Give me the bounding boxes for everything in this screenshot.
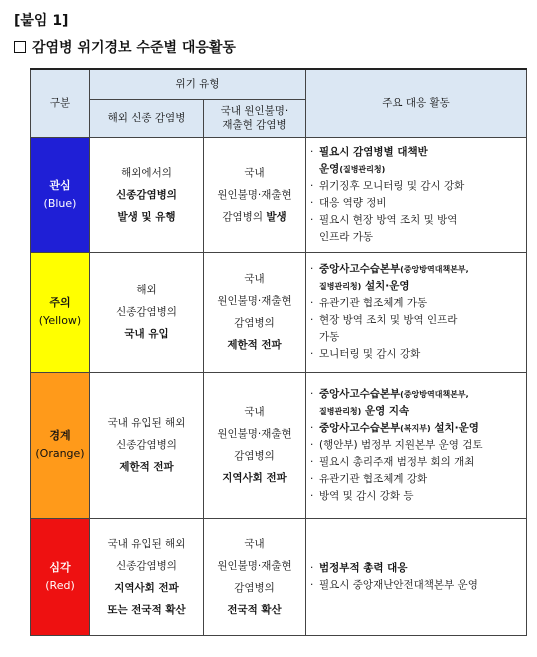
actions-cell — [306, 137, 527, 252]
action-item — [310, 295, 522, 312]
action-continuation — [310, 329, 522, 346]
action-tail-text: 설치·운영 — [434, 421, 479, 434]
domestic-line-part: 감염병의 — [222, 210, 267, 223]
action-main-text: 필요시 감염병별 대책반 — [319, 145, 428, 158]
level-color-name: (Orange) — [35, 447, 85, 460]
overseas-line: 국내 유입된 해외 — [107, 537, 186, 550]
action-tail-text: 운영 지속 — [364, 404, 410, 417]
overseas-type-cell — [90, 372, 204, 518]
domestic-type-cell — [204, 252, 306, 372]
action-main-text: 유관기관 협조체계 강화 — [319, 472, 428, 485]
action-main-text: 중앙사고수습본부 — [319, 387, 401, 400]
action-item — [310, 420, 522, 437]
level-row-red — [31, 518, 527, 635]
level-name: 주의 — [49, 296, 71, 309]
overseas-line: 신종감염병의 — [116, 559, 177, 572]
overseas-line: 신종감염병의 — [116, 306, 177, 318]
action-continuation — [310, 229, 522, 246]
action-text — [319, 261, 469, 278]
header-crisis-type: 위기 유형 — [90, 69, 306, 99]
actions-cell — [306, 252, 527, 372]
level-name: 관심 — [49, 178, 71, 192]
domestic-line: 원인불명·재출현 — [217, 428, 292, 440]
domestic-line: 원인불명·재출현 — [217, 559, 292, 572]
overseas-line: 해외에서의 — [121, 166, 172, 179]
bullet-mark: · — [310, 348, 314, 360]
action-item — [310, 312, 522, 329]
action-item — [310, 577, 522, 594]
bullet-mark: · — [310, 213, 314, 226]
overseas-type-cell — [90, 137, 204, 252]
level-row-yellow — [31, 252, 527, 372]
action-continuation — [310, 278, 522, 295]
overseas-line: 신종감염병의 — [116, 439, 177, 451]
overseas-line: 국내 유입 — [124, 328, 169, 340]
bullet-mark: · — [310, 421, 314, 434]
overseas-line: 국내 유입된 해외 — [107, 417, 186, 429]
action-note: (복지부) — [400, 423, 431, 433]
overseas-line: 지역사회 전파 — [114, 581, 179, 594]
bullet-mark: · — [310, 263, 314, 275]
domestic-line: 제한적 전파 — [227, 339, 282, 351]
action-tail-text: 설치·운영 — [364, 280, 410, 292]
domestic-type-cell — [204, 372, 306, 518]
level-cell-orange — [31, 372, 90, 518]
action-main-text: 중앙사고수습본부 — [319, 421, 401, 434]
domestic-line: 국내 — [244, 166, 265, 179]
action-item — [310, 560, 522, 577]
level-cell-red — [31, 518, 90, 635]
heading-text: 감염병 위기경보 수준별 대응활동 — [32, 40, 236, 56]
bullet-mark: · — [310, 489, 314, 502]
bullet-mark: · — [310, 472, 314, 485]
actions-cell — [306, 518, 527, 635]
action-text — [319, 212, 457, 229]
action-item — [310, 346, 522, 363]
domestic-line: 원인불명·재출현 — [217, 188, 292, 201]
header-category: 구분 — [31, 69, 90, 137]
alert-level-table — [30, 68, 527, 636]
overseas-type-cell — [90, 252, 204, 372]
bullet-mark: · — [310, 438, 314, 451]
domestic-type-cell — [204, 518, 306, 635]
action-item — [310, 195, 522, 212]
action-main-text: (행안부) 범정부 지원본부 운영 검토 — [319, 438, 483, 451]
action-text — [319, 471, 427, 488]
domestic-line: 감염병의 — [234, 581, 275, 594]
action-item — [310, 454, 522, 471]
level-color-name: (Blue) — [43, 196, 77, 210]
action-text — [319, 437, 483, 454]
overseas-line: 또는 전국적 확산 — [107, 603, 186, 616]
action-item — [310, 144, 522, 161]
action-continuation — [310, 403, 522, 420]
action-main-text: 위기징후 모니터링 및 감시 강화 — [319, 179, 465, 192]
action-text — [319, 195, 387, 212]
header-main-actions: 주요 대응 활동 — [306, 69, 527, 137]
attachment-label: [붙임 1] — [14, 13, 69, 29]
header-domestic-line2: 재출현 감염병 — [222, 119, 287, 131]
action-sub-text: 인프라 가동 — [319, 230, 374, 243]
action-item — [310, 261, 522, 278]
overseas-type-cell — [90, 518, 204, 635]
domestic-type-cell — [204, 137, 306, 252]
action-text — [319, 488, 414, 505]
action-text — [319, 178, 464, 195]
bullet-mark: · — [310, 196, 314, 209]
domestic-line: 전국적 확산 — [227, 603, 282, 616]
level-color-name: (Red) — [45, 578, 75, 592]
action-note: 질병관리청) — [319, 282, 362, 291]
section-heading — [14, 37, 236, 57]
action-note: (중앙방역대책본부, — [400, 389, 469, 399]
domestic-line-mixed — [204, 206, 305, 228]
domestic-line: 원인불명·재출현 — [217, 295, 292, 307]
level-cell-blue — [31, 137, 90, 252]
level-cell-yellow — [31, 252, 90, 372]
action-text — [319, 312, 457, 329]
action-note: (중앙방역대책본부, — [400, 265, 469, 274]
action-item — [310, 212, 522, 229]
domestic-line: 국내 — [244, 406, 265, 418]
bullet-mark: · — [310, 578, 314, 591]
header-domestic-line1: 국내 원인불명· — [220, 105, 289, 117]
action-continuation — [310, 161, 522, 178]
action-sub-text: 운영 — [319, 162, 340, 175]
domestic-line: 감염병의 — [234, 450, 275, 462]
bullet-mark: · — [310, 297, 314, 309]
action-text — [319, 386, 469, 403]
bullet-mark: · — [310, 387, 314, 400]
actions-cell — [306, 372, 527, 518]
action-text — [319, 577, 478, 594]
action-item — [310, 386, 522, 403]
action-item — [310, 178, 522, 195]
domestic-line: 국내 — [244, 537, 265, 550]
action-main-text: 현장 방역 조치 및 방역 인프라 — [319, 314, 458, 326]
overseas-line: 제한적 전파 — [119, 461, 174, 473]
bullet-mark: · — [310, 455, 314, 468]
action-item — [310, 471, 522, 488]
action-text — [319, 454, 474, 471]
action-text — [319, 295, 427, 312]
domestic-line: 지역사회 전파 — [222, 472, 287, 484]
header-overseas: 해외 신종 감염병 — [90, 99, 204, 137]
checkbox-square-icon — [14, 41, 26, 53]
level-row-blue — [31, 137, 527, 252]
action-item — [310, 437, 522, 454]
action-text — [319, 420, 479, 437]
action-main-text: 필요시 현장 방역 조치 및 방역 — [319, 213, 458, 226]
header-domestic — [204, 99, 306, 137]
domestic-line: 국내 — [244, 273, 265, 285]
bullet-mark: · — [310, 179, 314, 192]
level-name: 심각 — [49, 560, 71, 574]
action-note: (질병관리청) — [339, 164, 386, 174]
action-text — [319, 346, 420, 363]
level-row-orange — [31, 372, 527, 518]
action-main-text: 필요시 총리주재 범정부 회의 개최 — [319, 455, 475, 468]
action-main-text: 범정부적 총력 대응 — [319, 561, 408, 574]
bullet-mark: · — [310, 145, 314, 158]
level-name: 경계 — [49, 429, 71, 442]
action-sub-text: 가동 — [319, 331, 340, 343]
action-text — [319, 144, 428, 161]
bullet-mark: · — [310, 561, 314, 574]
action-main-text: 대응 역량 정비 — [319, 196, 387, 209]
action-main-text: 모니터링 및 감시 강화 — [319, 348, 421, 360]
domestic-line: 감염병의 — [234, 317, 275, 329]
level-color-name: (Yellow) — [38, 314, 82, 327]
action-item — [310, 488, 522, 505]
action-text — [319, 560, 407, 577]
bullet-mark: · — [310, 314, 314, 326]
action-main-text: 필요시 중앙재난안전대책본부 운영 — [319, 578, 478, 591]
action-main-text: 유관기관 협조체계 가동 — [319, 297, 428, 309]
domestic-line-part-bold: 발생 — [266, 210, 287, 223]
action-main-text: 중앙사고수습본부 — [319, 263, 401, 275]
action-main-text: 방역 및 감시 강화 등 — [319, 489, 414, 502]
overseas-line: 해외 — [136, 284, 157, 296]
overseas-line: 신종감염병의 — [116, 188, 177, 201]
overseas-line: 발생 및 유행 — [117, 210, 176, 223]
action-note: 질병관리청) — [319, 406, 362, 416]
